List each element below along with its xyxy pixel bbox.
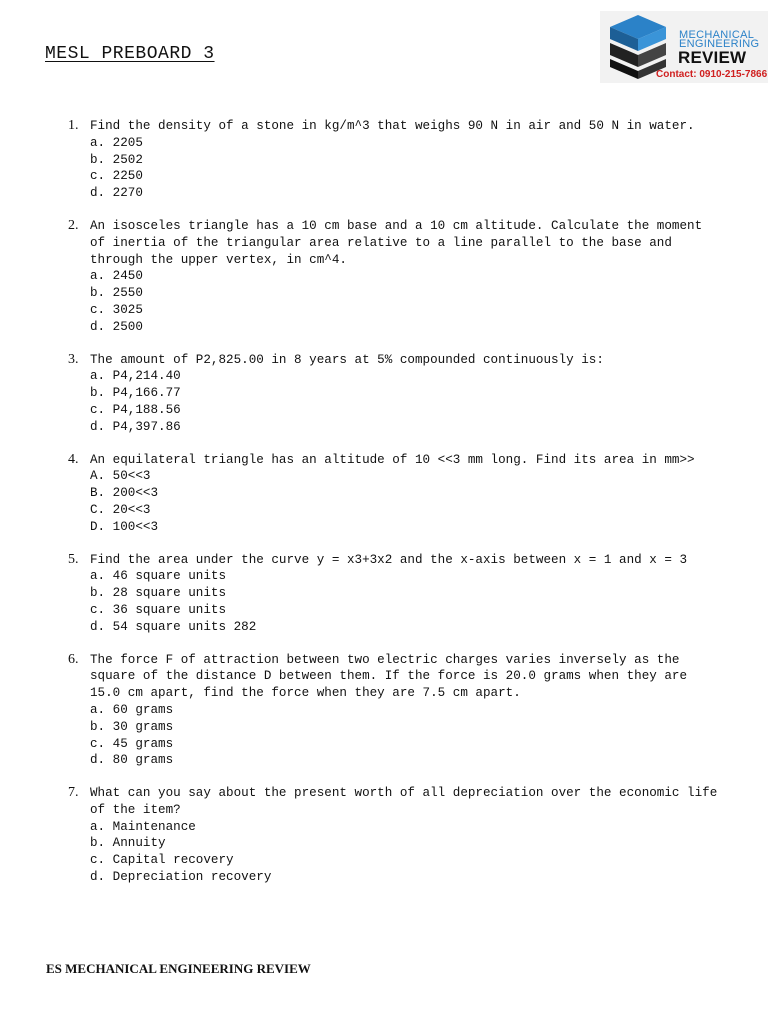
question-item [0, 552, 768, 636]
option-b: b. 30 grams [90, 719, 174, 734]
review-center-logo [600, 11, 768, 83]
option-a: a. 46 square units [90, 569, 227, 584]
question-number: 1. [68, 118, 79, 133]
question-item [0, 452, 768, 536]
option-d: d. P4,397.86 [90, 419, 181, 434]
option-d: d. 80 grams [90, 753, 174, 768]
page-footer: ES MECHANICAL ENGINEERING REVIEW [46, 961, 311, 976]
option-a: a. 2205 [90, 135, 143, 150]
option-d: d. Depreciation recovery [90, 870, 272, 885]
question-number: 3. [68, 351, 79, 367]
question-number: 7. [68, 785, 79, 801]
question-number: 5. [68, 551, 79, 567]
option-b: b. 2502 [90, 152, 143, 167]
option-b: b. 2550 [90, 286, 143, 301]
question-text: An equilateral triangle has an altitude of 10 <<3 mm long. Find its area in mm>> [90, 452, 695, 467]
question-list [0, 118, 768, 902]
question-text: Find the density of a stone in kg/m^3 that weighs 90 N in air and 50 N in water. [90, 119, 695, 133]
option-a: a. Maintenance [90, 819, 196, 834]
question-text: An isosceles triangle has a 10 cm base and a 10 cm altitude. Calculate the moment of inertia of the triangular area relative to a line parallel to the base and through the upper vertex, in cm^4. [90, 218, 710, 267]
question-item [0, 352, 768, 436]
option-d: d. 54 square units 282 [90, 619, 257, 634]
question-item [0, 118, 768, 202]
logo-line-mechanical: MECHANICAL [679, 29, 755, 41]
question-item [0, 218, 768, 336]
option-c: C. 20<<3 [90, 502, 151, 517]
option-a: a. 60 grams [90, 702, 174, 717]
option-c: c. P4,188.56 [90, 402, 181, 417]
question-text: What can you say about the present worth of all depreciation over the economic life of the item? [90, 786, 725, 817]
option-a: a. 2450 [90, 269, 143, 284]
question-text: The force F of attraction between two electric charges varies inversely as the square of the distance D between them. If the force is 20.0 grams when they are 15.0 cm apart, find the force when they are 7.5 cm apart. [90, 652, 695, 701]
question-number: 4. [68, 451, 79, 467]
option-b: B. 200<<3 [90, 486, 159, 501]
option-c: c. Capital recovery [90, 853, 234, 868]
option-d: D. 100<<3 [90, 519, 159, 534]
option-c: c. 2250 [90, 169, 143, 184]
option-b: b. P4,166.77 [90, 386, 181, 401]
question-number: 6. [68, 651, 79, 667]
option-c: c. 45 grams [90, 736, 174, 751]
option-b: b. Annuity [90, 836, 166, 851]
question-item [0, 785, 768, 886]
option-a: a. P4,214.40 [90, 369, 181, 384]
option-d: d. 2270 [90, 186, 143, 201]
question-number: 2. [68, 217, 79, 233]
logo-line-engineering: ENGINEERING [679, 38, 760, 50]
page-title: MESL PREBOARD 3 [45, 44, 215, 64]
question-text: Find the area under the curve y = x3+3x2 and the x-axis between x = 1 and x = 3 [90, 552, 688, 567]
option-c: c. 3025 [90, 302, 143, 317]
option-d: d. 2500 [90, 319, 143, 334]
logo-contact: Contact: 0910-215-7866 [656, 69, 768, 80]
logo-line-review: REVIEW [678, 48, 747, 67]
question-text: The amount of P2,825.00 in 8 years at 5% compounded continuously is: [90, 352, 604, 367]
question-item [0, 652, 768, 770]
option-c: c. 36 square units [90, 602, 227, 617]
option-a: A. 50<<3 [90, 469, 151, 484]
option-b: b. 28 square units [90, 586, 227, 601]
